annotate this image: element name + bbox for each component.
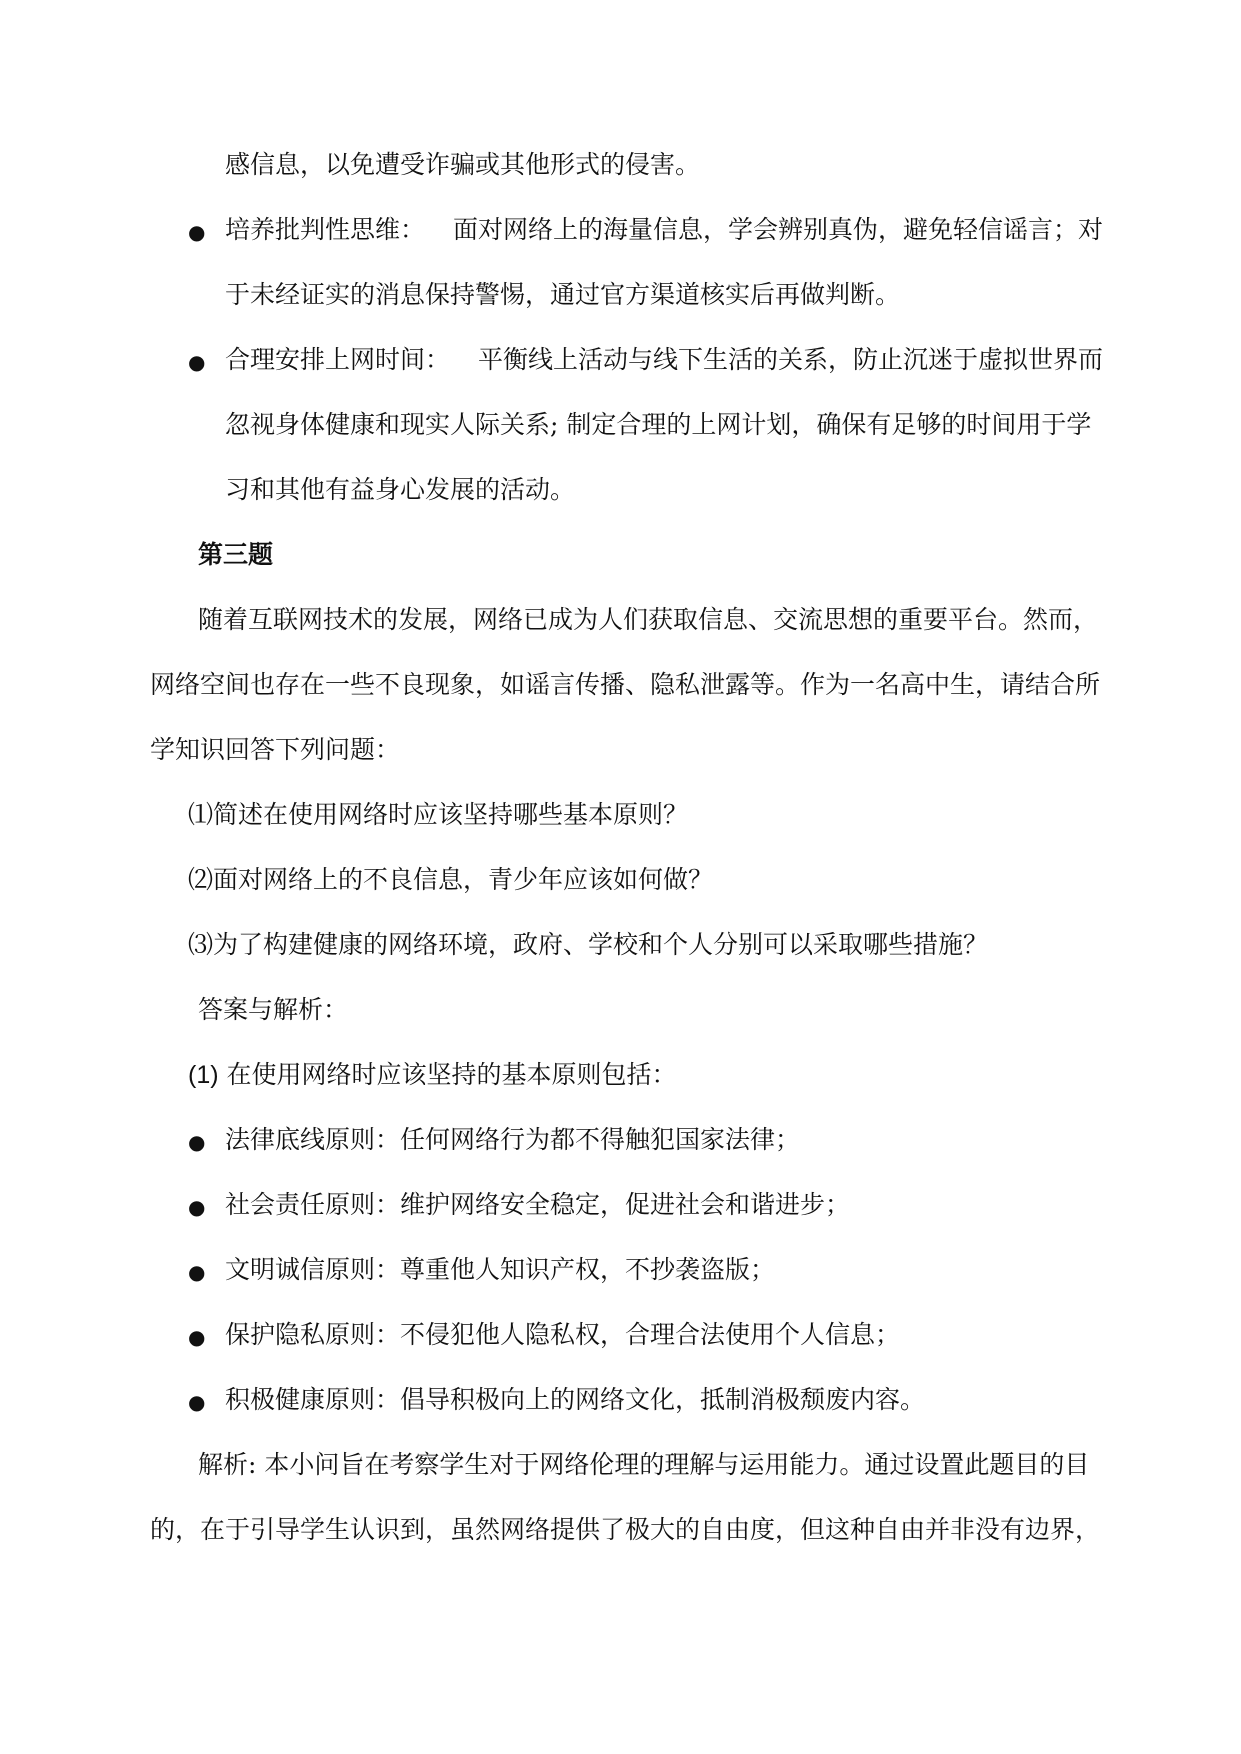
bullet-icon: ● [188,1195,206,1219]
question-3: ⑶为了构建健康的网络环境，政府、学校和个人分别可以采取哪些措施？ [188,930,989,959]
bullet-text-continued: 忽视身体健康和现实人际关系; 制定合理的上网计划，确保有足够的时间用于学 [225,410,1092,439]
principle-item: 法律底线原则：任何网络行为都不得触犯国家法律； [225,1125,801,1154]
question-intro: 随着互联网技术的发展，网络已成为人们获取信息、交流思想的重要平台。然而， [198,605,1099,634]
principle-item: 保护隐私原则：不侵犯他人隐私权，合理合法使用个人信息； [225,1320,901,1349]
bullet-text: 平衡线上活动与线下生活的关系，防止沉迷于虚拟世界而 [478,345,1104,374]
principle-item: 积极健康原则：倡导积极向上的网络文化，抵制消极颓废内容。 [225,1385,926,1414]
section-heading: 第三题 [198,540,274,569]
bullet-title: 合理安排上网时间： [225,345,451,374]
analysis-paragraph: 的，在于引导学生认识到，虽然网络提供了极大的自由度，但这种自由并非没有边界， [150,1515,1101,1544]
bullet-time-management [225,345,1103,375]
bullet-icon: ● [188,1390,206,1414]
bullet-text-continued: 于未经证实的消息保持警惕，通过官方渠道核实后再做判断。 [225,280,901,309]
continued-text: 感信息，以免遭受诈骗或其他形式的侵害。 [225,150,701,179]
answer-heading: 答案与解析： [198,995,349,1024]
bullet-icon: ● [188,220,206,244]
bullet-icon: ● [188,1260,206,1284]
question-intro: 学知识回答下列问题： [150,735,401,764]
bullet-text: 面对网络上的海量信息，学会辨别真伪，避免轻信谣言；对 [453,215,1104,244]
analysis-paragraph: 解析: 本小问旨在考察学生对于网络伦理的理解与运用能力。通过设置此题目的目 [198,1450,1090,1479]
answer-text: 在使用网络时应该坚持的基本原则包括： [226,1060,677,1089]
bullet-icon: ● [188,350,206,374]
answer-1-intro [188,1060,677,1090]
bullet-icon: ● [188,1130,206,1154]
principle-item: 社会责任原则：维护网络安全稳定，促进社会和谐进步； [225,1190,851,1219]
question-1: ⑴简述在使用网络时应该坚持哪些基本原则？ [188,800,689,829]
bullet-title: 培养批判性思维： [225,215,426,244]
bullet-text-continued: 习和其他有益身心发展的活动。 [225,475,576,504]
principle-item: 文明诚信原则：尊重他人知识产权，不抄袭盗版； [225,1255,776,1284]
bullet-icon: ● [188,1325,206,1349]
question-intro: 网络空间也存在一些不良现象，如谣言传播、隐私泄露等。作为一名高中生，请结合所 [150,670,1101,699]
answer-number: (1) [188,1061,219,1089]
bullet-critical-thinking [225,215,1103,245]
question-2: ⑵面对网络上的不良信息，青少年应该如何做？ [188,865,714,894]
